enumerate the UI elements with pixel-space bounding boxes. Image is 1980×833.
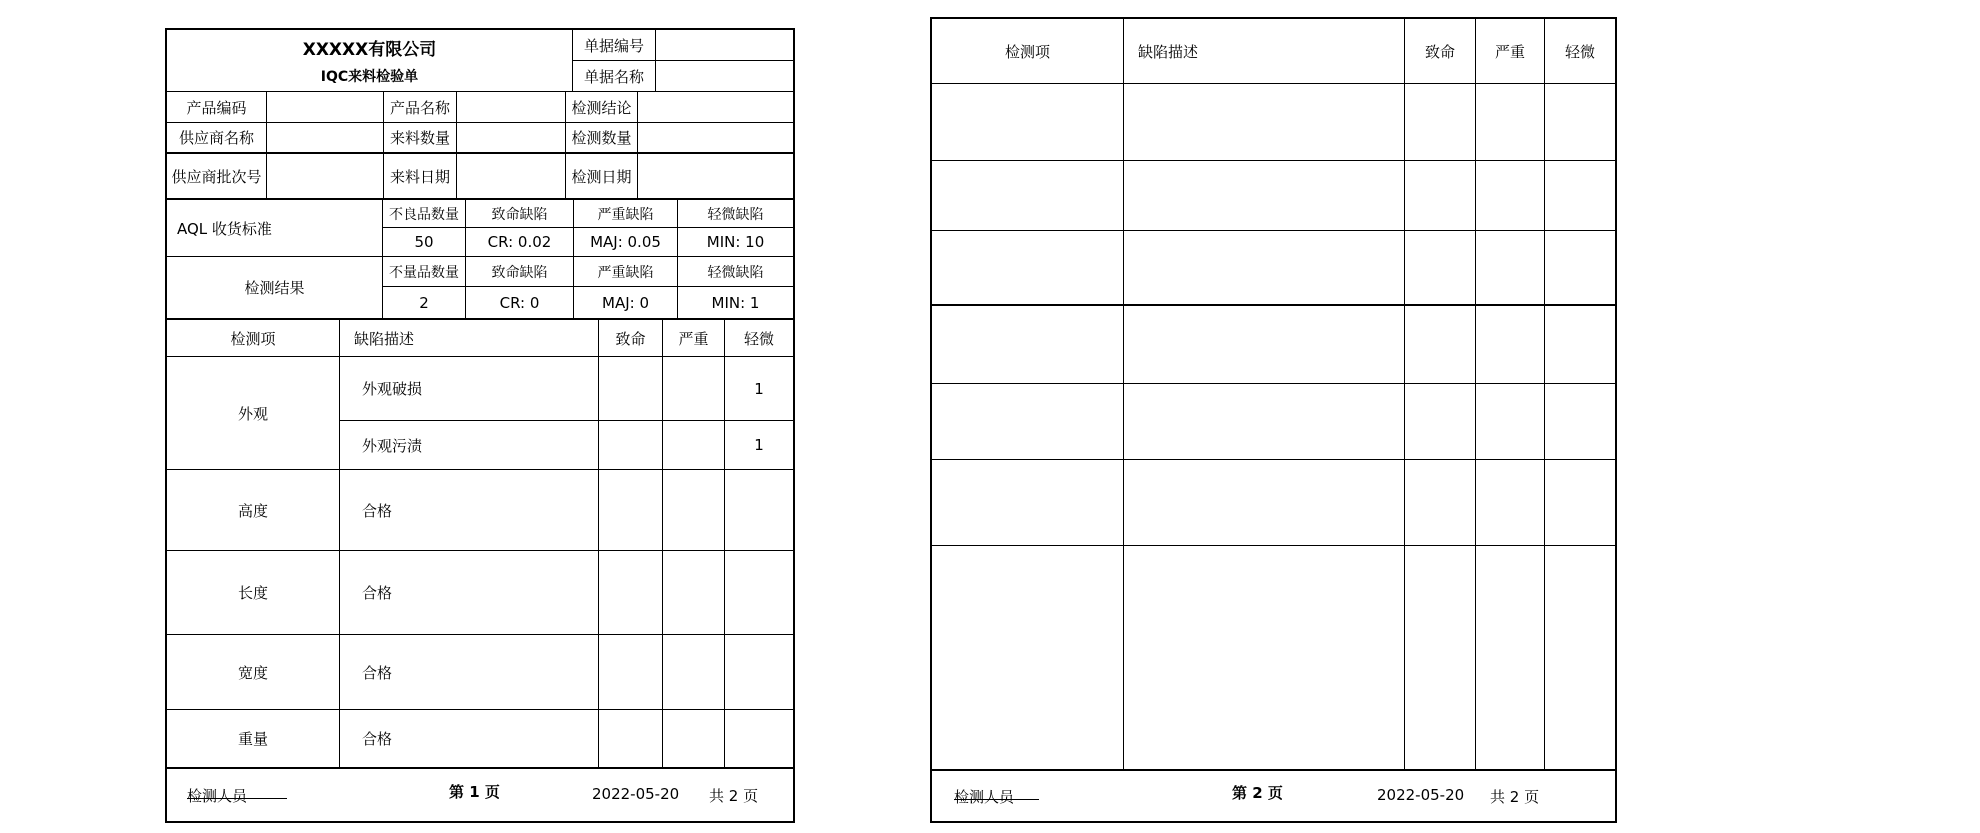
detect-item-header: 检测项 [167, 320, 340, 356]
aql-critical-value: CR: 0.02 [466, 228, 574, 256]
inspect-conclusion-label: 检测结论 [566, 92, 638, 122]
defect-desc-header: 缺陷描述 [1124, 19, 1405, 83]
result-major-header: 严重缺陷 [574, 257, 678, 286]
defect-desc-cell: 合格 [340, 551, 599, 634]
doc-name-value [656, 61, 793, 91]
result-defect-qty-value: 2 [383, 287, 466, 318]
defect-desc-cell [1124, 231, 1405, 304]
critical-count-cell [1405, 306, 1476, 383]
minor-count-cell [1545, 384, 1615, 459]
defect-desc-cell: 合格 [340, 710, 599, 767]
defect-desc-cell: 合格 [340, 470, 599, 550]
signature-line [187, 785, 287, 799]
major-count-cell [663, 551, 725, 634]
page-1 [165, 28, 795, 823]
aql-minor-header: 轻微缺陷 [707, 206, 764, 223]
detect-item-cell: 高度 [167, 470, 340, 550]
aql-standard-label: AQL 收货标准 [167, 200, 383, 256]
critical-count-cell [599, 635, 663, 709]
critical-count-cell [599, 357, 663, 420]
aql-columns [383, 200, 793, 256]
footer-date: 2022-05-20 [592, 785, 680, 803]
critical-count-cell [1405, 546, 1476, 769]
major-count-cell [663, 635, 725, 709]
empty-detect-row [932, 460, 1615, 546]
critical-count-cell [599, 421, 663, 469]
result-critical-value: CR: 0 [466, 287, 574, 318]
result-columns [383, 257, 793, 318]
inspector-label: 检测人员 [954, 788, 1015, 806]
doc-number-value [656, 30, 793, 60]
minor-count-cell [725, 551, 793, 634]
result-section [167, 257, 793, 320]
supplier-name-value [267, 123, 384, 152]
aql-defect-qty-header: 不良品数量 [383, 200, 466, 227]
defect-desc-cell: 合格 [340, 635, 599, 709]
page-number: 第 1 页 [449, 783, 500, 801]
appearance-group [167, 357, 793, 470]
product-code-label: 产品编码 [167, 92, 267, 122]
incoming-date-value [457, 154, 566, 198]
detect-row-weight [167, 710, 793, 769]
aql-defect-qty-value: 50 [383, 228, 466, 256]
incoming-qty-label: 来料数量 [384, 123, 457, 152]
detect-item-cell [932, 460, 1124, 545]
signature-line [954, 786, 1039, 800]
doc-number-label: 单据编号 [573, 30, 656, 60]
doc-name-label: 单据名称 [573, 61, 656, 91]
critical-count-cell [1405, 231, 1476, 304]
minor-count-cell [725, 635, 793, 709]
page-2 [930, 17, 1617, 823]
major-col-header: 严重 [1476, 19, 1545, 83]
appearance-item-label: 外观 [167, 357, 340, 469]
defect-desc-cell [1124, 84, 1405, 160]
detect-item-cell [932, 546, 1124, 769]
critical-count-cell [1405, 161, 1476, 230]
detect-item-cell [932, 84, 1124, 160]
empty-detect-row [932, 161, 1615, 231]
detect-item-cell [932, 161, 1124, 230]
defect-desc-cell [1124, 306, 1405, 383]
empty-detect-row [932, 84, 1615, 161]
major-count-cell [663, 357, 725, 420]
minor-col-header: 轻微 [1564, 42, 1595, 61]
aql-minor-value: MIN: 10 [706, 233, 765, 251]
doc-id-block [573, 30, 793, 91]
inspect-qty-label: 检测数量 [566, 123, 638, 152]
detect-header-row [167, 320, 793, 357]
detect-item-cell [932, 306, 1124, 383]
inspect-qty-value [638, 123, 793, 152]
result-label: 检测结果 [167, 257, 383, 318]
critical-col-header: 致命 [1405, 19, 1476, 83]
minor-count-cell: 1 [754, 436, 764, 455]
aql-critical-header: 致命缺陷 [466, 200, 574, 227]
defect-desc-cell [1124, 161, 1405, 230]
critical-count-cell [1405, 384, 1476, 459]
detect-item-cell [932, 231, 1124, 304]
total-pages: 共 2 页 [1490, 788, 1540, 806]
major-count-cell [1476, 84, 1545, 160]
detect-header-row [932, 19, 1615, 84]
incoming-date-label: 来料日期 [384, 154, 457, 198]
defect-desc-cell: 外观破损 [340, 357, 599, 420]
page1-footer [167, 769, 793, 819]
minor-count-cell [725, 470, 793, 550]
info-row-batch [167, 154, 793, 200]
critical-col-header: 致命 [599, 320, 663, 356]
footer-date: 2022-05-20 [1377, 786, 1465, 804]
page-number: 第 2 页 [1232, 784, 1283, 802]
detect-item-header: 检测项 [932, 19, 1124, 83]
major-count-cell [1476, 231, 1545, 304]
product-name-label: 产品名称 [384, 92, 457, 122]
defect-desc-cell [1124, 460, 1405, 545]
inspect-conclusion-value [638, 92, 793, 122]
form-title: IQC来料检验单 [320, 69, 419, 85]
major-count-cell [1476, 306, 1545, 383]
detect-row-length [167, 551, 793, 635]
minor-count-cell [1545, 546, 1615, 769]
major-count-cell [663, 470, 725, 550]
inspect-date-value [638, 154, 793, 198]
supplier-name-label: 供应商名称 [167, 123, 267, 152]
aql-section [167, 200, 793, 257]
total-pages: 共 2 页 [709, 787, 759, 805]
major-count-cell [1476, 161, 1545, 230]
defect-desc-cell [1124, 384, 1405, 459]
major-count-cell [1476, 384, 1545, 459]
appearance-row-1 [340, 357, 793, 421]
title-cell [167, 30, 573, 91]
minor-count-cell [725, 710, 793, 767]
critical-count-cell [1405, 460, 1476, 545]
critical-count-cell [599, 470, 663, 550]
info-row-product [167, 92, 793, 123]
minor-count-cell [1545, 231, 1615, 304]
result-critical-header: 致命缺陷 [466, 257, 574, 286]
major-col-header: 严重 [663, 320, 725, 356]
detect-row-height [167, 470, 793, 551]
defect-desc-cell: 外观污渍 [340, 421, 599, 469]
product-code-value [267, 92, 384, 122]
company-name: XXXXX有限公司 [302, 40, 437, 60]
appearance-row-2 [340, 421, 793, 469]
aql-major-value: MAJ: 0.05 [574, 228, 678, 256]
info-row-supplier [167, 123, 793, 154]
detect-item-cell [932, 384, 1124, 459]
result-defect-qty-header: 不量品数量 [383, 257, 466, 286]
empty-detect-row [932, 546, 1615, 771]
empty-detect-row [932, 231, 1615, 306]
detect-row-width [167, 635, 793, 710]
major-count-cell [663, 421, 725, 469]
major-count-cell [663, 710, 725, 767]
minor-count-cell: 1 [754, 379, 764, 398]
minor-count-cell [1545, 161, 1615, 230]
critical-count-cell [1405, 84, 1476, 160]
detect-item-cell: 重量 [167, 710, 340, 767]
page1-header-block [167, 30, 793, 92]
defect-desc-header: 缺陷描述 [340, 320, 599, 356]
minor-col-header: 轻微 [743, 329, 774, 348]
inspect-date-label: 检测日期 [566, 154, 638, 198]
supplier-batch-value [267, 154, 384, 198]
product-name-value [457, 92, 566, 122]
critical-count-cell [599, 710, 663, 767]
minor-count-cell [1545, 84, 1615, 160]
major-count-cell [1476, 460, 1545, 545]
result-minor-header: 轻微缺陷 [707, 264, 764, 281]
aql-major-header: 严重缺陷 [574, 200, 678, 227]
supplier-batch-label: 供应商批次号 [167, 154, 267, 198]
detect-item-cell: 长度 [167, 551, 340, 634]
incoming-qty-value [457, 123, 566, 152]
result-minor-value: MIN: 1 [711, 293, 760, 312]
page2-footer [932, 771, 1615, 819]
critical-count-cell [599, 551, 663, 634]
empty-detect-row [932, 306, 1615, 384]
detect-item-cell: 宽度 [167, 635, 340, 709]
empty-detect-row [932, 384, 1615, 460]
defect-desc-cell [1124, 546, 1405, 769]
inspector-label: 检测人员 [187, 787, 248, 805]
major-count-cell [1476, 546, 1545, 769]
minor-count-cell [1545, 306, 1615, 383]
minor-count-cell [1545, 460, 1615, 545]
result-major-value: MAJ: 0 [574, 287, 678, 318]
